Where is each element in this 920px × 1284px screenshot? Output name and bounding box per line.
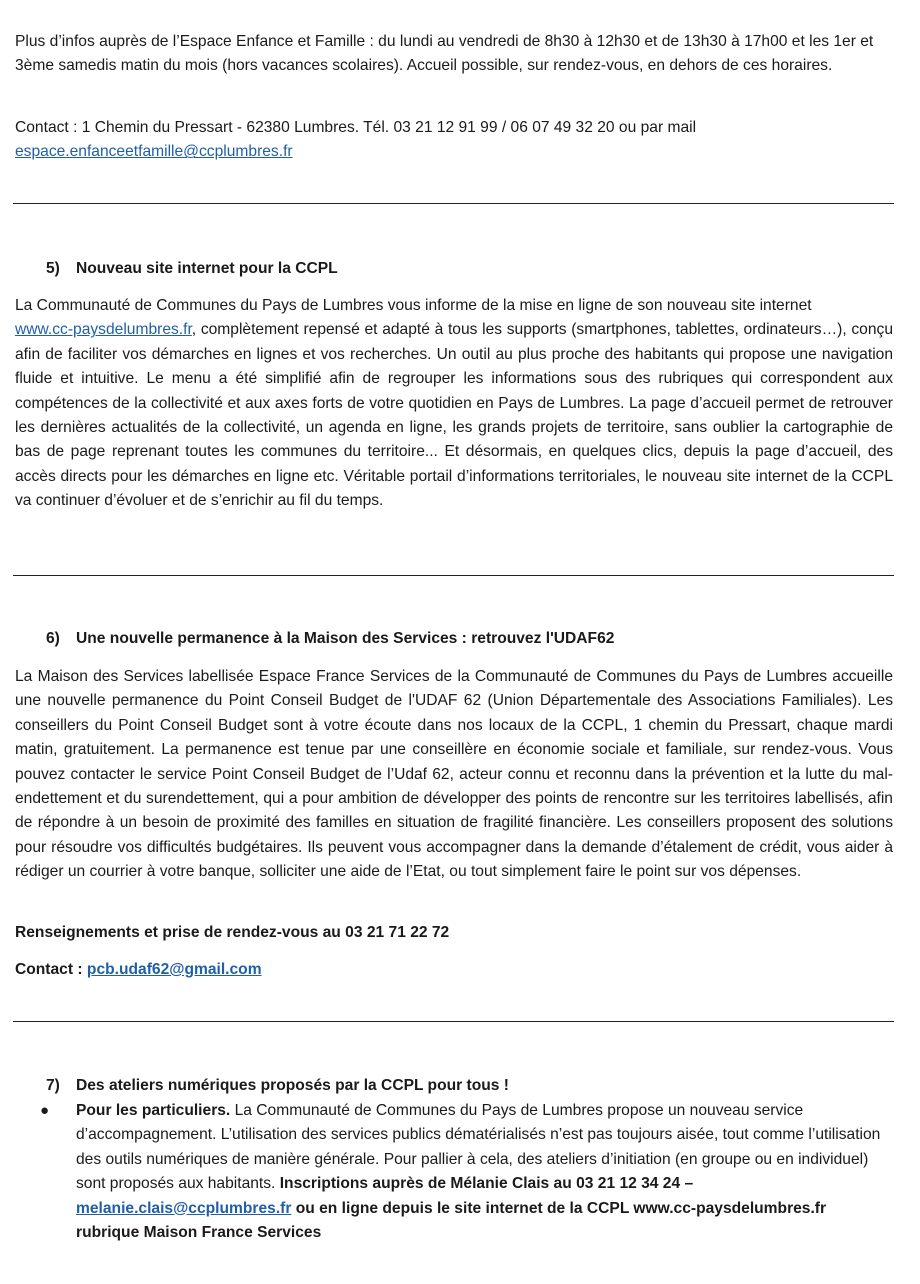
intro-contact-text: Contact : 1 Chemin du Pressart - 62380 Lumbres. Tél. 03 21 12 91 99 / 06 07 49 32 20 ou par mail xyxy=(15,119,697,136)
section-divider xyxy=(13,575,894,576)
section5-website-link[interactable]: www.cc-paysdelumbres.fr xyxy=(15,321,192,339)
intro-contact xyxy=(15,116,893,165)
section-divider xyxy=(13,1021,894,1022)
section5-paragraph xyxy=(15,294,893,514)
section6-number: 6) xyxy=(46,630,60,647)
section5-heading xyxy=(46,257,338,281)
section7-bullet-body: La Communauté de Communes du Pays de Lumbres propose un nouveau service d’accompagnement. L’utilisation des services publics dématérialisés n’est pas toujours aisée, tout comme l’utilisation des outils numériques de manière générale. Pour pallier à cela, des ateliers d’initiation (en groupe ou en individuel) sont proposés aux habitants. xyxy=(76,1102,881,1193)
section6-contact xyxy=(15,958,893,982)
section6-contact-label: Contact : xyxy=(15,961,83,978)
section7-email-link[interactable]: melanie.clais@ccplumbres.fr xyxy=(76,1199,292,1217)
section6-renseignements: Renseignements et prise de rendez-vous au 03 21 71 22 72 xyxy=(15,924,450,941)
section7-number: 7) xyxy=(46,1077,60,1094)
section5-title: Nouveau site internet pour la CCPL xyxy=(76,260,338,277)
section5-number: 5) xyxy=(46,260,60,277)
section6-text: La Maison des Services labellisée Espace France Services de la Communauté de Communes du Pays de Lumbres accueille une nouvelle permanence du Point Conseil Budget de l'UDAF 62 (Union Départementale des Associations Familiales). Les conseillers du Point Conseil Budget sont à votre écoute dans nos locaux de la CCPL, 1 chemin du Pressart, chaque mardi matin, gratuitement. La permanence est tenue par une conseillère en économie sociale et familiale, sur rendez-vous. Vous pouvez contacter le service Point Conseil Budget de l’Udaf 62, acteur connu et reconnu dans la prévention et la lutte du mal-endettement et du surendettement, qui a pour ambition de développer des points de rencontre sur les territoires labellisés, afin de répondre à un besoin de proximité des familles en situation de fragilité financière. Les conseillers proposent des solutions pour résoudre vos difficultés budgétaires. Ils peuvent vous accompagner dans la demande d’étalement de crédit, vous aider à rédiger un courrier à votre banque, solliciter une aide de l’Etat, ou tout simplement faire le point sur vos dépenses. xyxy=(15,668,893,881)
section7-bullet-lead: Pour les particuliers. xyxy=(76,1102,231,1119)
section7-inscriptions: Inscriptions auprès de Mélanie Clais au 03 21 12 34 24 – xyxy=(279,1175,694,1193)
intro-paragraph xyxy=(15,30,893,79)
bullet-icon: ● xyxy=(40,1102,50,1119)
section5-text-rest: , complètement repensé et adapté à tous les supports (smartphones, tablettes, ordinateurs…), conçu afin de faciliter vos démarches en lignes et vos recherches. Un outil au plus proche des habitants qui propose une navigation fluide et intuitive. Le menu a été simplifié afin de regrouper les informations sous des rubriques qui correspondent aux compétences de la collectivité et aux axes forts de votre quotidien en Pays de Lumbres. La page d’accueil permet de retrouver les dernières actualités de la collectivité, un agenda en ligne, les grands projets de territoire, sans oublier la cartographie de bas de page reprenant toutes les communes du territoire... Et désormais, en quelques clics, depuis la page d’accueil, des accès directs pour les démarches en ligne etc. Véritable portail d’informations territoriales, le nouveau site internet de la CCPL va continuer d’évoluer et de s’enrichir au fil du temps. xyxy=(15,321,893,510)
section7-bullet-text xyxy=(76,1099,891,1245)
section7-title: Des ateliers numériques proposés par la CCPL pour tous ! xyxy=(76,1077,509,1094)
section7-heading xyxy=(46,1074,509,1098)
intro-contact-email-link[interactable]: espace.enfanceetfamille@ccplumbres.fr xyxy=(15,143,293,161)
section6-contact-email-link[interactable]: pcb.udaf62@gmail.com xyxy=(86,961,262,978)
section6-paragraph xyxy=(15,665,893,885)
section-divider xyxy=(13,203,894,204)
section6-title: Une nouvelle permanence à la Maison des Services : retrouvez l'UDAF62 xyxy=(76,630,615,647)
section5-text-start: La Communauté de Communes du Pays de Lumbres vous informe de la mise en ligne de son nouveau site internet xyxy=(15,297,812,314)
section6-heading xyxy=(46,627,614,651)
section7-online-registration: ou en ligne depuis le site internet de la CCPL www.cc-paysdelumbres.fr rubrique Maison France Services xyxy=(76,1199,827,1242)
intro-text: Plus d’infos auprès de l’Espace Enfance et Famille : du lundi au vendredi de 8h30 à 12h30 et de 13h30 à 17h00 et les 1er et 3ème samedis matin du mois (hors vacances scolaires). Accueil possible, sur rendez-vous, en dehors de ces horaires. xyxy=(15,33,874,75)
